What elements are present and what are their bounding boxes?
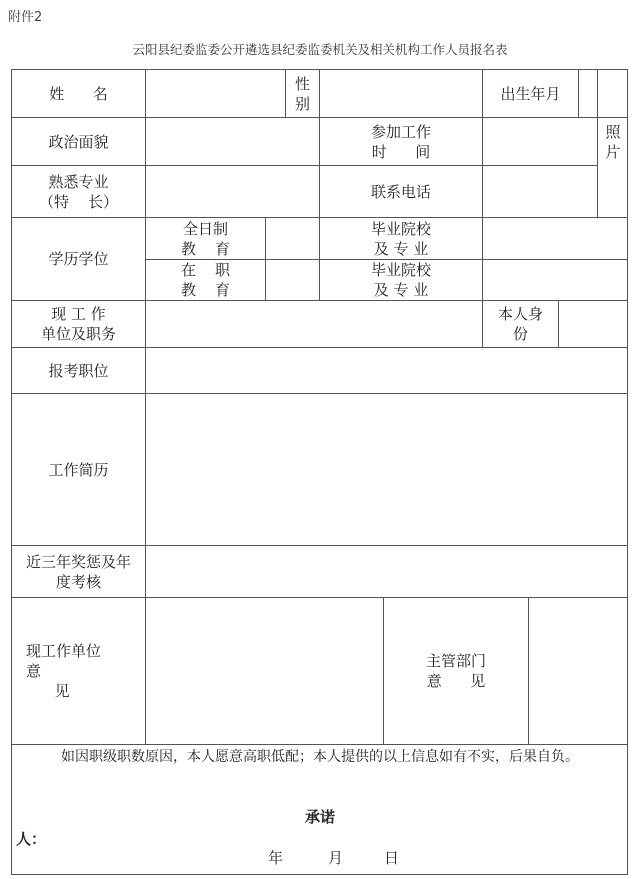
col-line [558,300,559,347]
date-year: 年 [268,849,284,867]
identity-label: 本人身 份 [497,305,543,343]
col-line [265,217,266,300]
col-line [578,69,579,117]
resume-label: 工作简历 [48,460,109,479]
row-line [11,744,628,745]
name-label: 姓 名 [49,84,108,103]
phone-label: 联系电话 [370,182,431,201]
specialty-label: 熟悉专业 （特 长） [38,172,119,211]
politics-label: 政治面貌 [48,132,109,151]
fulltime-education-label: 全日制 教 育 [180,219,231,258]
education-label: 学历学位 [48,250,109,268]
current-job-label: 现 工 作 单位及职务 [40,305,116,343]
dept-opinion-label: 主管部门 意 见 [425,652,486,690]
work-start-label: 参加工作 时 间 [370,122,431,161]
birth-label: 出生年月 [500,84,561,103]
promise-title: 承诺 [304,808,335,826]
apply-position-label: 报考职位 [48,361,109,380]
date-day: 日 [384,849,400,867]
attachment-label: 附件2 [8,10,43,25]
declaration-text: 如因职级职数原因，本人愿意高职低配；本人提供的以上信息如有不实，后果自负。 [61,749,579,765]
awards-label: 近三年奖惩及年 度考核 [25,552,131,591]
gender-label: 性 别 [294,74,310,113]
promise-person-label: 人： [16,830,47,848]
date-month: 月 [328,849,344,867]
onjob-education-label: 在 职 教 育 [180,261,231,299]
form-title: 云阳县纪委监委公开遴选县纪委监委机关及相关机构工作人员报名表 [132,42,508,57]
onjob-school-label: 毕业院校 及 专 业 [370,261,431,299]
unit-opinion-label: 现工作单位 意 见 [26,642,102,700]
col-line [528,597,529,744]
photo-label: 照 片 [605,123,621,161]
fulltime-school-label: 毕业院校 及 专 业 [370,219,431,258]
col-line [145,69,146,744]
